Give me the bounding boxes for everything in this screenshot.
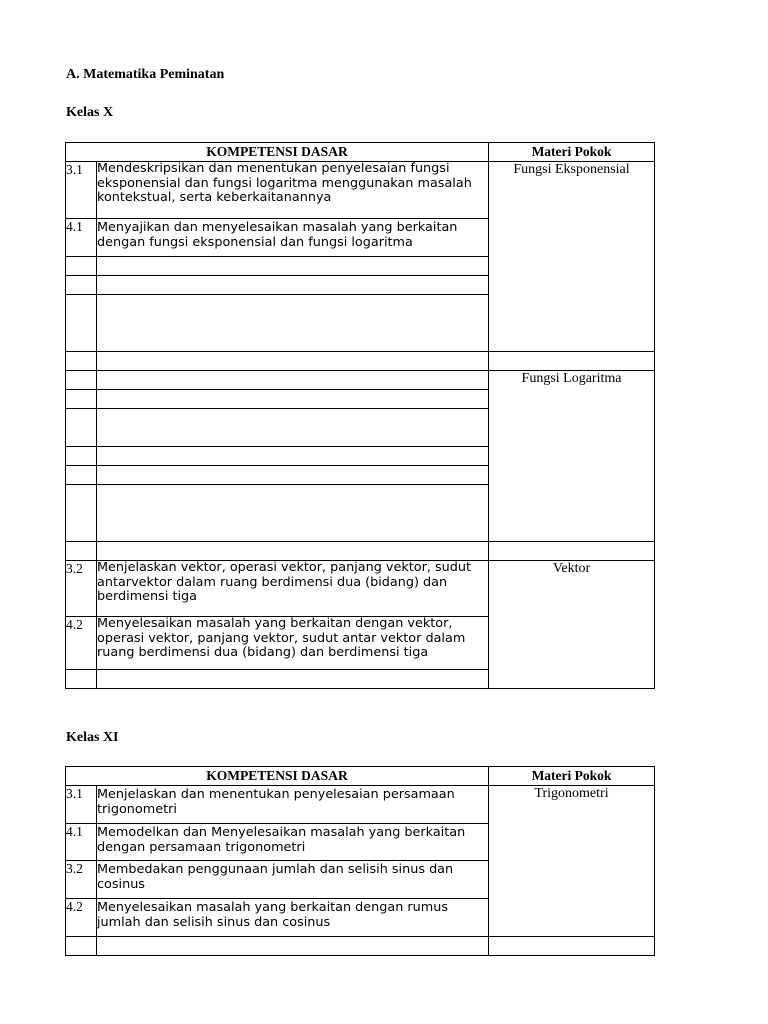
kd-number: 3.1 (66, 162, 97, 219)
empty-row (66, 937, 655, 956)
table-header-row (66, 143, 655, 162)
header-materi-pokok: Materi Pokok (489, 767, 655, 786)
table-header-row (66, 767, 655, 786)
table-row (66, 162, 655, 219)
materi-fungsi-logaritma: Fungsi Logaritma (489, 371, 655, 542)
table-row (66, 786, 655, 824)
empty-row (66, 542, 655, 561)
kd-number: 4.2 (66, 617, 97, 670)
section-title: A. Matematika Peminatan (66, 67, 225, 82)
kd-description: Menjelaskan dan menentukan penyelesaian persamaan trigonometri (97, 786, 489, 824)
kd-description: Menjelaskan vektor, operasi vektor, panjang vektor, sudut antarvektor dalam ruang berdimensi dua (bidang) dan berdimensi tiga (97, 561, 489, 617)
materi-vektor: Vektor (489, 561, 655, 689)
kd-number: 3.2 (66, 561, 97, 617)
kelas-xi-table (65, 766, 655, 956)
kelas-xi-heading: Kelas XI (66, 730, 119, 745)
kd-description: Memodelkan dan Menyelesaikan masalah yang berkaitan dengan persamaan trigonometri (97, 824, 489, 861)
kd-number: 3.2 (66, 861, 97, 899)
table-row (66, 561, 655, 617)
empty-row (66, 352, 655, 371)
materi-fungsi-eksponensial: Fungsi Eksponensial (489, 162, 655, 352)
kd-number: 4.1 (66, 219, 97, 257)
kd-description: Membedakan penggunaan jumlah dan selisih sinus dan cosinus (97, 861, 489, 899)
header-kompetensi-dasar: KOMPETENSI DASAR (66, 143, 489, 162)
header-kompetensi-dasar: KOMPETENSI DASAR (66, 767, 489, 786)
kd-number: 4.2 (66, 899, 97, 937)
kelas-x-table (65, 142, 655, 689)
header-materi-pokok: Materi Pokok (489, 143, 655, 162)
kd-description: Menyelesaikan masalah yang berkaitan dengan vektor, operasi vektor, panjang vektor, sudut antar vektor dalam ruang berdimensi dua (bidang) dan berdimensi tiga (97, 617, 489, 670)
kelas-x-heading: Kelas X (66, 105, 114, 120)
kd-number: 4.1 (66, 824, 97, 861)
materi-trigonometri: Trigonometri (489, 786, 655, 937)
kd-description: Mendeskripsikan dan menentukan penyelesaian fungsi eksponensial dan fungsi logaritma menggunakan masalah kontekstual, serta keberkaitanannya (97, 162, 489, 219)
empty-row (66, 371, 655, 390)
kd-description: Menyelesaikan masalah yang berkaitan dengan rumus jumlah dan selisih sinus dan cosinus (97, 899, 489, 937)
kd-number: 3.1 (66, 786, 97, 824)
kd-description: Menyajikan dan menyelesaikan masalah yang berkaitan dengan fungsi eksponensial dan fungsi logaritma (97, 219, 489, 257)
